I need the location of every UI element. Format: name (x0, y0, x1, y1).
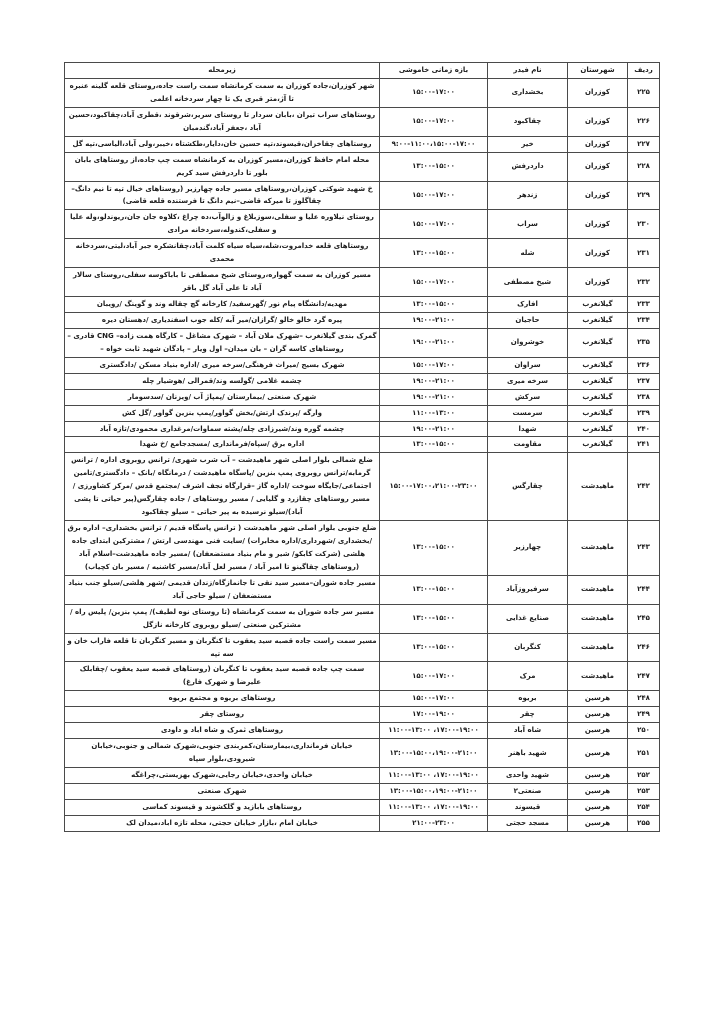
cell-sub-neighborhood: چشمه گوره وند/شیرزادی چله/پشته سماوات/مرغداری محمودی/تازه آباد (65, 421, 380, 437)
cell-county: کوزران (568, 210, 628, 239)
cell-outage-time-range: ۱۹:۰۰-۲۱:۰۰ (380, 421, 488, 437)
cell-row-number: ۲۵۰ (628, 723, 660, 739)
table-row (65, 723, 660, 739)
cell-row-number: ۲۵۵ (628, 815, 660, 831)
cell-row-number: ۲۲۷ (628, 136, 660, 152)
cell-row-number: ۲۴۶ (628, 633, 660, 662)
cell-feeder-name: قیسوند (488, 799, 568, 815)
col-header-county: شهرستان (568, 63, 628, 79)
cell-county: کوزران (568, 107, 628, 136)
table-row (65, 575, 660, 604)
cell-county: هرسین (568, 799, 628, 815)
cell-feeder-name: حاجیان (488, 312, 568, 328)
table-row (65, 453, 660, 521)
cell-feeder-name: چقاکبود (488, 107, 568, 136)
col-header-feeder-name: نام فیدر (488, 63, 568, 79)
cell-feeder-name: بریوه (488, 691, 568, 707)
cell-row-number: ۲۳۸ (628, 389, 660, 405)
cell-row-number: ۲۴۱ (628, 437, 660, 453)
cell-row-number: ۲۲۸ (628, 152, 660, 181)
table-row (65, 107, 660, 136)
cell-feeder-name: سرکش (488, 389, 568, 405)
cell-county: هرسین (568, 723, 628, 739)
cell-feeder-name: صنایع غذایی (488, 604, 568, 633)
cell-outage-time-range: ۱۵:۰۰-۱۷:۰۰ (380, 181, 488, 210)
cell-feeder-name: شهید باهنر (488, 739, 568, 768)
cell-county: ماهیدشت (568, 453, 628, 521)
cell-county: هرسین (568, 691, 628, 707)
cell-county: ماهیدشت (568, 633, 628, 662)
cell-outage-time-range: ۱۵:۰۰-۱۷:۰۰ (380, 78, 488, 107)
cell-feeder-name: شیخ مصطفی (488, 268, 568, 297)
cell-county: کوزران (568, 136, 628, 152)
cell-sub-neighborhood: خیابان فرمانداری،بیمارستان،کمربندی جنوبی،شهرک شمالی و جنوبی،خیابان شیرودی،بلوار سپاه (65, 739, 380, 768)
cell-county: گیلانغرب (568, 357, 628, 373)
cell-row-number: ۲۴۵ (628, 604, 660, 633)
cell-sub-neighborhood: وارگه /پرندک ارتش/بخش گواور/پمپ بنزین گواور /گل کش (65, 405, 380, 421)
cell-row-number: ۲۴۲ (628, 453, 660, 521)
cell-sub-neighborhood: ضلع جنوبی بلوار اصلی شهر ماهیدشت ( ترانس پاسگاه قدیم / ترانس بخشداری– اداره برق /بخشداری /شهرداری/اداره مخابرات) /سایت فنی مهندسی ارتش / مشترکین ابتدای جاده هلشی (شرکت کابکو/ شیر و مام بنیاد مستضعفان) /مسیر جاده ماهیدشت–اسلام آباد (روستاهای چقاگینو تا امیر آباد / مسیر لعل آباد/مسیر کاشنیه / مسیر بان کچیاب) (65, 521, 380, 576)
cell-outage-time-range: ۱۹:۰۰-۲۱:۰۰ (380, 389, 488, 405)
cell-row-number: ۲۴۸ (628, 691, 660, 707)
cell-outage-time-range: ۱۱:۰۰-۱۳:۰۰ (380, 405, 488, 421)
cell-outage-time-range: ۹:۰۰-۱۱:۰۰،۱۵:۰۰-۱۷:۰۰ (380, 136, 488, 152)
cell-feeder-name: سرمست (488, 405, 568, 421)
cell-feeder-name: کنگربان (488, 633, 568, 662)
cell-row-number: ۲۳۱ (628, 239, 660, 268)
cell-outage-time-range: ۱۵:۰۰-۱۷:۰۰ (380, 357, 488, 373)
cell-feeder-name: بخشداری (488, 78, 568, 107)
cell-feeder-name: شهدا (488, 421, 568, 437)
cell-sub-neighborhood: روستاهای ثمرک و شاه اباد و داودی (65, 723, 380, 739)
cell-county: هرسین (568, 783, 628, 799)
cell-outage-time-range: ۱۳:۰۰-۱۵:۰۰ (380, 239, 488, 268)
cell-sub-neighborhood: روستاهای بابازید و گلکشوند و قیسوند کماسی (65, 799, 380, 815)
col-header-sub-neighborhood: زیرمحله (65, 63, 380, 79)
cell-feeder-name: زندهر (488, 181, 568, 210)
cell-outage-time-range: ۱۵:۰۰-۱۷:۰۰ (380, 268, 488, 297)
table-row (65, 783, 660, 799)
cell-outage-time-range: ۱۵:۰۰-۱۷:۰۰ (380, 662, 488, 691)
cell-sub-neighborhood: شهرک صنعتی (65, 783, 380, 799)
cell-row-number: ۲۵۳ (628, 783, 660, 799)
cell-sub-neighborhood: پیره گرد خالو خالو /گرازان/میر آبه /کله جوب اسفندیاری /دهستان دیره (65, 312, 380, 328)
cell-county: گیلانغرب (568, 437, 628, 453)
table-row (65, 739, 660, 768)
cell-outage-time-range: ۱۵:۰۰-۱۷:۰۰ (380, 691, 488, 707)
cell-row-number: ۲۵۱ (628, 739, 660, 768)
cell-sub-neighborhood: محله امام حافظ کوزران،مسیر کوزران به کرمانشاه سمت چپ جاده،از روستاهای بابان بلور تا داردرفش سید کریم (65, 152, 380, 181)
cell-sub-neighborhood: چشمه غلامی /گولسه وند/قمرالی /هوشیار چله (65, 373, 380, 389)
cell-row-number: ۲۳۲ (628, 268, 660, 297)
cell-county: کوزران (568, 239, 628, 268)
cell-feeder-name: مقاومت (488, 437, 568, 453)
cell-feeder-name: چقر (488, 707, 568, 723)
table-row (65, 633, 660, 662)
cell-sub-neighborhood: روستاهای قلعه خدامروت،شله،سیاه سیاه کلمت آباد،چقانشکره جبر آباد،لیتی،سردخانه محمدی (65, 239, 380, 268)
cell-feeder-name: سراب (488, 210, 568, 239)
cell-sub-neighborhood: مسیر جاده شوران–مسیر سید نقی تا جانمازگاه/زندان قدیمی /شهر هلشی/سیلو جنب بنیاد مستضعفان / سیلو حاجی آباد (65, 575, 380, 604)
cell-feeder-name: مسجد حجتی (488, 815, 568, 831)
cell-row-number: ۲۴۹ (628, 707, 660, 723)
cell-sub-neighborhood: روستاهای بریوه و مجتمع بریوه (65, 691, 380, 707)
table-row (65, 799, 660, 815)
cell-county: ماهیدشت (568, 521, 628, 576)
cell-county: کوزران (568, 152, 628, 181)
cell-county: گیلانغرب (568, 328, 628, 357)
table-row (65, 268, 660, 297)
header-row (65, 63, 660, 79)
outage-schedule-table-container (64, 62, 660, 832)
cell-county: گیلانغرب (568, 373, 628, 389)
cell-outage-time-range: ۱۳:۰۰-۱۵:۰۰ (380, 437, 488, 453)
cell-row-number: ۲۳۴ (628, 312, 660, 328)
cell-feeder-name: مرک (488, 662, 568, 691)
cell-row-number: ۲۳۳ (628, 297, 660, 313)
cell-outage-time-range: ۱۳:۰۰-۱۵:۰۰ (380, 575, 488, 604)
cell-outage-time-range: ۱۹:۰۰-۲۱:۰۰ (380, 373, 488, 389)
cell-sub-neighborhood: خیابان امام ،بازار خیابان حجتی، محله تازه اباد،میدان لک (65, 815, 380, 831)
cell-county: هرسین (568, 739, 628, 768)
cell-county: هرسین (568, 768, 628, 784)
cell-outage-time-range: ۱۳:۰۰-۱۵:۰۰ (380, 297, 488, 313)
cell-outage-time-range: ۱۳:۰۰-۱۵:۰۰ (380, 633, 488, 662)
cell-outage-time-range: ۱۳:۰۰-۱۵:۰۰،۱۹:۰۰-۲۱:۰۰ (380, 739, 488, 768)
cell-outage-time-range: ۱۱:۰۰-۱۳:۰۰ ،۱۷:۰۰-۱۹:۰۰ (380, 799, 488, 815)
cell-feeder-name: سرخه میری (488, 373, 568, 389)
table-row (65, 136, 660, 152)
cell-sub-neighborhood: ضلع شمالی بلوار اصلی شهر ماهیدشت – آب شرب شهری/ ترانس روبروی اداره / ترانس گرمابه/ترانس روبروی پمپ بنزین /پاسگاه ماهیدشت / درمانگاه /بانک – دادگستری/تامین اجتماعی/جایگاه سوخت /اداره گاز –قرارگاه نجف اشرف /مجتمع قدس /مرکز کشاورزی /مسیر روستاهای چقازرد و گلیایی / مسیر روستاهای / جاده چقارگس(پیر حیاتی تا پشی آباد)/سیلو نرسیده به پیر حیاتی – سیلو چقاکبود (65, 453, 380, 521)
cell-row-number: ۲۳۹ (628, 405, 660, 421)
cell-feeder-name: چهارزبر (488, 521, 568, 576)
cell-county: هرسین (568, 815, 628, 831)
cell-outage-time-range: ۱۳:۰۰-۱۵:۰۰ (380, 604, 488, 633)
cell-row-number: ۲۵۴ (628, 799, 660, 815)
col-header-outage-time-range: بازه زمانی خاموشی (380, 63, 488, 79)
cell-county: گیلانغرب (568, 297, 628, 313)
table-row (65, 152, 660, 181)
cell-county: کوزران (568, 78, 628, 107)
cell-row-number: ۲۳۵ (628, 328, 660, 357)
cell-outage-time-range: ۱۵:۰۰-۱۷:۰۰ (380, 107, 488, 136)
cell-feeder-name: سرفیروزآباد (488, 575, 568, 604)
cell-county: گیلانغرب (568, 421, 628, 437)
cell-sub-neighborhood: روستاهای سراب تیران ،بابان سردار تا روستای سریر،شرقوند ،قطری آباد،چقاکبود،حسین آباد ،جعفر آباد،گندمبان (65, 107, 380, 136)
cell-county: کوزران (568, 181, 628, 210)
cell-feeder-name: داردرفش (488, 152, 568, 181)
cell-sub-neighborhood: مسیر کوزران به سمت گهواره،روستای شیخ مصطفی تا باباکوسه سفلی،روستای سالار آباد تا علی آباد گل باقر (65, 268, 380, 297)
cell-row-number: ۲۳۶ (628, 357, 660, 373)
cell-feeder-name: صنعتی۲ (488, 783, 568, 799)
cell-row-number: ۲۲۹ (628, 181, 660, 210)
cell-outage-time-range: ۱۳:۰۰-۱۵:۰۰،۱۹:۰۰-۲۱:۰۰ (380, 783, 488, 799)
table-row (65, 662, 660, 691)
cell-sub-neighborhood: مسیر سر جاده شوران به سمت کرمانشاه (تا روستای نوه لطیف)/ پمپ بنزین/ پلیس راه /مشترکین صنعتی /سیلو روبروی کارخانه نازگل (65, 604, 380, 633)
cell-sub-neighborhood: روستای چقر (65, 707, 380, 723)
table-row (65, 389, 660, 405)
cell-feeder-name: خوشروان (488, 328, 568, 357)
cell-row-number: ۲۲۶ (628, 107, 660, 136)
cell-county: هرسین (568, 707, 628, 723)
cell-feeder-name: سراوان (488, 357, 568, 373)
cell-sub-neighborhood: سمت چپ جاده قصبه سید یعقوب تا کنگربان (روستاهای قصبه سید یعقوب /چقابلک علیرضا و شهرک فارغ) (65, 662, 380, 691)
cell-county: ماهیدشت (568, 604, 628, 633)
table-row (65, 437, 660, 453)
cell-row-number: ۲۳۰ (628, 210, 660, 239)
cell-feeder-name: افارک (488, 297, 568, 313)
table-row (65, 707, 660, 723)
table-row (65, 768, 660, 784)
cell-sub-neighborhood: اداره برق /سپاه/فرمانداری /مسجدجامع /خ شهدا (65, 437, 380, 453)
cell-feeder-name: چقارگس (488, 453, 568, 521)
col-header-row-number: ردیف (628, 63, 660, 79)
table-row (65, 405, 660, 421)
cell-outage-time-range: ۱۱:۰۰-۱۳:۰۰ ،۱۷:۰۰-۱۹:۰۰ (380, 768, 488, 784)
outage-table-body (65, 78, 660, 831)
cell-outage-time-range: ۱۳:۰۰-۱۵:۰۰ (380, 152, 488, 181)
cell-outage-time-range: ۱۹:۰۰-۲۱:۰۰ (380, 328, 488, 357)
table-row (65, 604, 660, 633)
table-row (65, 297, 660, 313)
table-header (65, 63, 660, 79)
table-row (65, 521, 660, 576)
cell-sub-neighborhood: شهر کوزران،جاده کوزران به سمت کرمانشاه سمت راست جاده،روستای قلعه گلینه عنبره تا آژ،متر قبری یک تا چهار سردخانه اعلمی (65, 78, 380, 107)
cell-sub-neighborhood: شهرک صنعتی /بیمارستان /پمپاژ آب /ویزنان /سدسومار (65, 389, 380, 405)
cell-sub-neighborhood: خ شهید شوکتی کوزران،روستاهای مسیر جاده چهارزبر (روستاهای خیال تپه تا نیم دانگ–چقاگلوز تا میرکه قاضی–نیم دانگ تا فرستنده قلعه قاضی) (65, 181, 380, 210)
cell-county: کوزران (568, 268, 628, 297)
cell-row-number: ۲۲۵ (628, 78, 660, 107)
outage-schedule-table (64, 62, 660, 832)
cell-county: گیلانغرب (568, 405, 628, 421)
cell-feeder-name: شله (488, 239, 568, 268)
cell-outage-time-range: ۱۷:۰۰-۱۹:۰۰ (380, 707, 488, 723)
cell-outage-time-range: ۲۱:۰۰-۲۳:۰۰ (380, 815, 488, 831)
cell-outage-time-range: ۱۱:۰۰-۱۳:۰۰ ،۱۷:۰۰-۱۹:۰۰ (380, 723, 488, 739)
cell-row-number: ۲۴۰ (628, 421, 660, 437)
table-row (65, 210, 660, 239)
cell-outage-time-range: ۱۳:۰۰-۱۵:۰۰ (380, 521, 488, 576)
cell-sub-neighborhood: روستای نیلاوره علیا و سفلی،سوزبلاغ و زالوآب،ده چراغ ،کلاوه جان جان،ریوندلو،وله علیا و سفلی،کندوله،سردخانه مرادی (65, 210, 380, 239)
table-row (65, 691, 660, 707)
cell-sub-neighborhood: گمرک بندی گیلانغرب –شهرک ملان آباد – شهرک مشاغل – کارگاه همت زاده– CNG قادری – روستاهای کاسه گران – بان میدان– اول ویار – پادگان شهید ثابت خواه – (65, 328, 380, 357)
table-row (65, 815, 660, 831)
table-row (65, 328, 660, 357)
cell-outage-time-range: ۱۹:۰۰-۲۱:۰۰ (380, 312, 488, 328)
cell-row-number: ۲۴۴ (628, 575, 660, 604)
cell-row-number: ۲۴۳ (628, 521, 660, 576)
cell-sub-neighborhood: روستاهای چقاخزان،قیسوند،تپه حسین خان،دایار،طکشتاه ،خیبر،ولی آباد،الیاسی،تپه گل (65, 136, 380, 152)
table-row (65, 78, 660, 107)
cell-county: گیلانغرب (568, 312, 628, 328)
cell-outage-time-range: ۱۵:۰۰-۱۷:۰۰،۲۱:۰۰-۲۳:۰۰ (380, 453, 488, 521)
cell-sub-neighborhood: مسیر سمت راست جاده قصبه سید یعقوب تا کنگربان و مسیر کنگربان تا قلعه فاراب خان و سه تپه (65, 633, 380, 662)
cell-feeder-name: خیر (488, 136, 568, 152)
table-row (65, 312, 660, 328)
cell-feeder-name: شاه آباد (488, 723, 568, 739)
cell-row-number: ۲۳۷ (628, 373, 660, 389)
cell-row-number: ۲۵۲ (628, 768, 660, 784)
table-row (65, 421, 660, 437)
cell-county: گیلانغرب (568, 389, 628, 405)
cell-sub-neighborhood: خیابان واحدی،خیابان رجایی،شهرک بهزیستی،چراغگه (65, 768, 380, 784)
table-row (65, 357, 660, 373)
table-row (65, 239, 660, 268)
table-row (65, 181, 660, 210)
cell-sub-neighborhood: شهرک بسیج /میراث فرهنگی/سرخه میری /اداره بنیاد مسکن /دادگستری (65, 357, 380, 373)
cell-sub-neighborhood: مهدیه/دانشگاه پیام نور /گهرسفید/ کارخانه گچ چقاله وند و گوینگ /رویبان (65, 297, 380, 313)
cell-outage-time-range: ۱۵:۰۰-۱۷:۰۰ (380, 210, 488, 239)
table-row (65, 373, 660, 389)
cell-county: ماهیدشت (568, 575, 628, 604)
cell-row-number: ۲۴۷ (628, 662, 660, 691)
cell-feeder-name: شهید واحدی (488, 768, 568, 784)
cell-county: ماهیدشت (568, 662, 628, 691)
